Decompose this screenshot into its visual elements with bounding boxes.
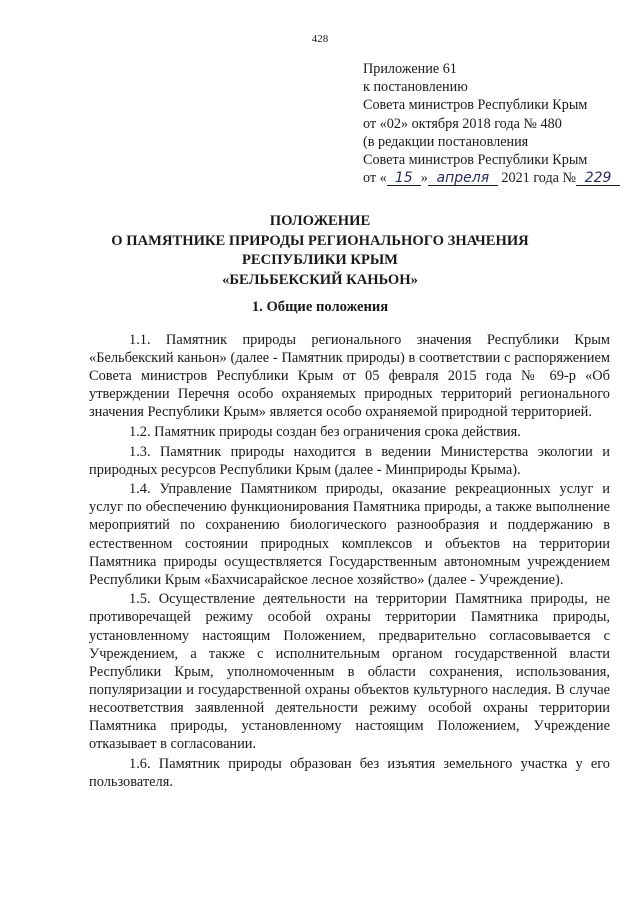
attachment-line: (в редакции постановления [363,133,529,150]
handwritten-day: 15 [387,171,421,186]
attachment-line: от «02» октября 2018 года № 480 [363,115,562,132]
date-year: 2021 года № [501,170,577,187]
paragraph: 1.2. Памятник природы создан без ограничения срока действия. [129,423,521,440]
title-line: О ПАМЯТНИКЕ ПРИРОДЫ РЕГИОНАЛЬНОГО ЗНАЧЕНИЯ [111,232,529,249]
document-title [0,212,640,290]
page-number: 428 [311,33,329,45]
attachment-line: к постановлению [363,79,468,96]
section-heading: 1. Общие положения [251,299,389,315]
paragraph: 1.4. Управление Памятником природы, оказание рекреационных услуг и услуг по обеспечению функционирования Памятника природы, а также выполнение мероприятий по сохранению биологического разнообразия и поддержанию в естественном состоянии природных комплексов и объектов на территории Памятника природы осуществляется Государственным автономным учреждением Республики Крым «Бахчисарайское лесное хозяйство» (далее - Учреждение). [89,481,610,588]
paragraph: 1.5. Осуществление деятельности на территории Памятника природы, не противоречащей режиму особой охраны территории Памятника природы, установленному настоящим Положением, предварительно согласовывается с Учреждением, а также с исполнительным органом государственной власти Республики Крым, уполномоченным в области сохранения, использования, популяризации и государственной охраны объектов культурного наследия. В случае несоответствия заявленной деятельности режиму особой охраны территории Памятника природы, установленному настоящим Положением, Учреждение отказывает в согласовании. [89,591,610,753]
attachment-line: Совета министров Республики Крым [363,97,588,114]
attachment-line: Совета министров Республики Крым [363,152,588,169]
document-body [89,331,610,792]
attachment-line: Приложение 61 [363,61,457,77]
title-line: ПОЛОЖЕНИЕ [269,213,371,229]
paragraph: 1.3. Памятник природы находится в ведении Министерства экологии и природных ресурсов Республики Крым (далее - Минприроды Крыма). [89,443,610,478]
paragraph: 1.1. Памятник природы регионального значения Республики Крым «Бельбекский каньон» (далее - Памятник природы) в соответствии с распоряжением Совета министров Республики Крым от 05 февраля 2015 года № 69-р «Об утверждении Перечня особо охраняемых природных территорий регионального значения Республики Крым» является особо охраняемой природной территорией. [89,332,610,421]
date-quote: » [420,170,428,187]
attachment-block [363,60,633,187]
title-line: «БЕЛЬБЕКСКИЙ КАНЬОН» [222,271,418,288]
attachment-date-line [363,169,633,187]
title-line: РЕСПУБЛИКИ КРЫМ [242,252,398,268]
handwritten-number: 229 [576,171,620,186]
paragraph: 1.6. Памятник природы образован без изъятия земельного участка у его пользователя. [89,755,610,790]
handwritten-month: апреля [428,171,498,186]
date-prefix: от « [363,170,387,187]
